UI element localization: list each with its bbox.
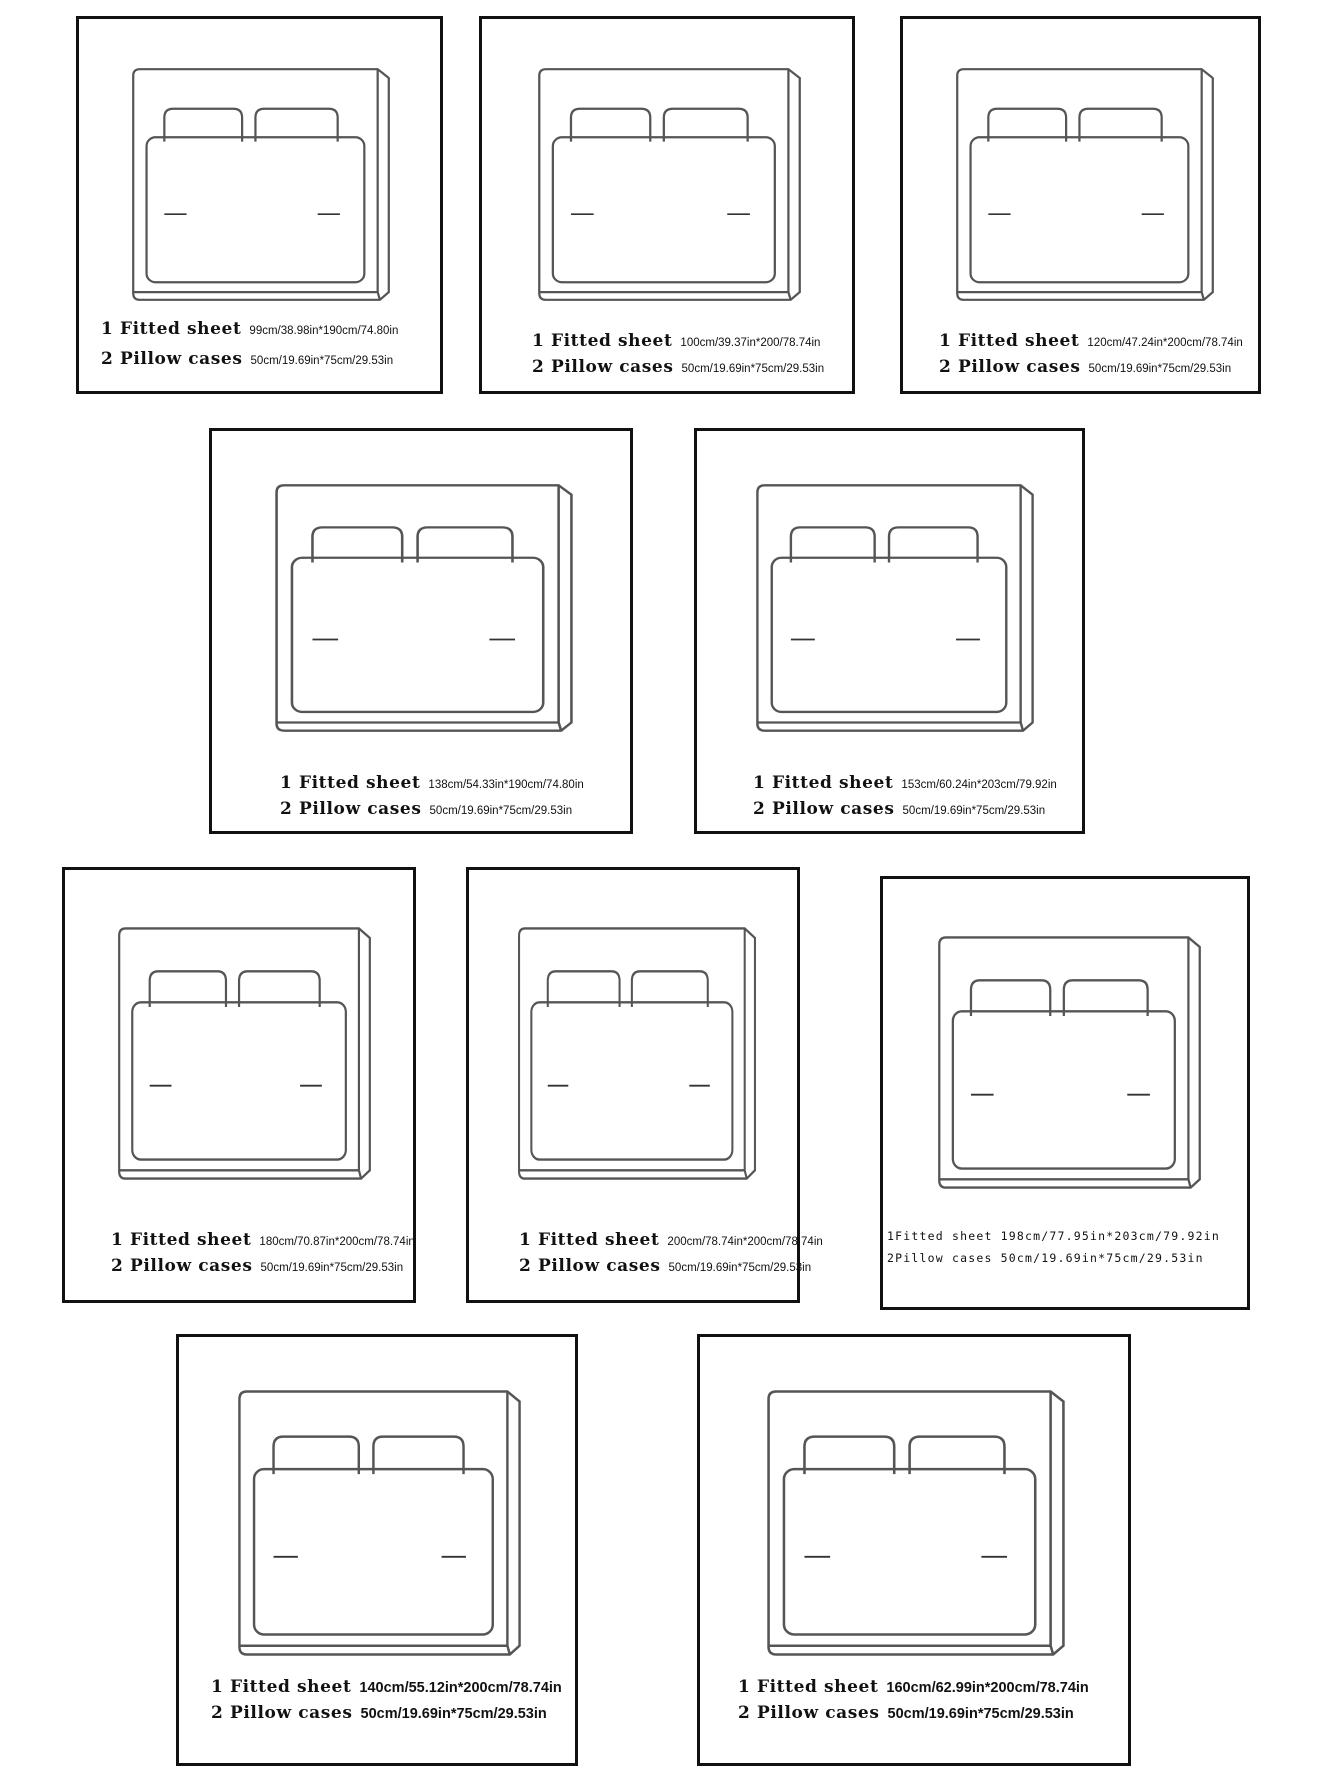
bed-diagram bbox=[274, 483, 574, 733]
pillow-label: 2 Pillow cases bbox=[753, 799, 895, 819]
pillow-dims: 50cm/19.69in*75cm/29.53in bbox=[902, 805, 1046, 817]
size-panel-2 bbox=[479, 16, 855, 394]
pillow-label: 2 Pillow cases bbox=[738, 1703, 880, 1723]
sheet-label: 1 Fitted sheet bbox=[280, 773, 421, 793]
sheet-label: 1 Fitted sheet bbox=[939, 331, 1080, 351]
pillow-label: 2 Pillow cases bbox=[111, 1256, 253, 1276]
bed-diagram bbox=[937, 935, 1202, 1190]
size-panel-6 bbox=[62, 867, 416, 1303]
size-panel-5 bbox=[694, 428, 1085, 834]
sheet-label: 1 Fitted sheet bbox=[211, 1677, 352, 1697]
bed-diagram bbox=[755, 483, 1035, 733]
pillow-dims: 50cm/19.69in*75cm/29.53in bbox=[260, 1262, 404, 1274]
bed-diagram bbox=[237, 1389, 522, 1657]
pillow-dims: 50cm/19.69in*75cm/29.53in bbox=[1000, 1251, 1204, 1265]
pillow-label: 2 Pillow cases bbox=[280, 799, 422, 819]
pillow-dims: 50cm/19.69in*75cm/29.53in bbox=[250, 355, 394, 367]
pillow-label: 2 Pillow cases bbox=[939, 357, 1081, 377]
size-panel-7 bbox=[466, 867, 823, 1303]
size-panel-10 bbox=[697, 1334, 1131, 1766]
sheet-dims: 100cm/39.37in*200/78.74in bbox=[680, 337, 821, 349]
sheet-label: 1 Fitted sheet bbox=[111, 1230, 252, 1250]
sheet-label: 1Fitted sheet bbox=[887, 1229, 993, 1243]
pillow-dims: 50cm/19.69in*75cm/29.53in bbox=[1088, 363, 1232, 375]
bed-diagram bbox=[517, 926, 757, 1181]
size-panel-3 bbox=[900, 16, 1261, 394]
sheet-dims: 160cm/62.99in*200cm/78.74in bbox=[886, 1680, 1089, 1696]
pillow-dims: 50cm/19.69in*75cm/29.53in bbox=[681, 363, 825, 375]
size-panel-1 bbox=[76, 16, 443, 394]
bed-diagram bbox=[117, 926, 372, 1181]
sheet-dims: 140cm/55.12in*200cm/78.74in bbox=[359, 1680, 562, 1696]
sheet-dims: 99cm/38.98in*190cm/74.80in bbox=[249, 325, 399, 337]
sheet-dims: 153cm/60.24in*203cm/79.92in bbox=[901, 779, 1057, 791]
sheet-dims: 138cm/54.33in*190cm/74.80in bbox=[428, 779, 584, 791]
sheet-label: 1 Fitted sheet bbox=[519, 1230, 660, 1250]
pillow-dims: 50cm/19.69in*75cm/29.53in bbox=[668, 1262, 812, 1274]
pillow-label: 2 Pillow cases bbox=[211, 1703, 353, 1723]
size-panel-8 bbox=[880, 876, 1250, 1310]
bed-diagram bbox=[131, 67, 391, 302]
sheet-label: 1 Fitted sheet bbox=[101, 319, 242, 339]
sheet-dims: 200cm/78.74in*200cm/78.74in bbox=[667, 1236, 823, 1248]
sheet-label: 1 Fitted sheet bbox=[532, 331, 673, 351]
pillow-dims: 50cm/19.69in*75cm/29.53in bbox=[429, 805, 573, 817]
pillow-dims: 50cm/19.69in*75cm/29.53in bbox=[360, 1706, 547, 1722]
size-panel-9 bbox=[176, 1334, 578, 1766]
pillow-label: 2 Pillow cases bbox=[532, 357, 674, 377]
sheet-label: 1 Fitted sheet bbox=[738, 1677, 879, 1697]
sheet-dims: 120cm/47.24in*200cm/78.74in bbox=[1087, 337, 1243, 349]
sheet-label: 1 Fitted sheet bbox=[753, 773, 894, 793]
size-panel-4 bbox=[209, 428, 633, 834]
pillow-label: 2 Pillow cases bbox=[519, 1256, 661, 1276]
bed-diagram bbox=[955, 67, 1215, 302]
pillow-label: 2Pillow cases bbox=[887, 1251, 993, 1265]
bed-diagram bbox=[766, 1389, 1066, 1657]
bed-diagram bbox=[537, 67, 802, 302]
pillow-label: 2 Pillow cases bbox=[101, 349, 243, 369]
sheet-dims: 180cm/70.87in*200cm/78.74in bbox=[259, 1236, 415, 1248]
pillow-dims: 50cm/19.69in*75cm/29.53in bbox=[887, 1706, 1074, 1722]
sheet-dims: 198cm/77.95in*203cm/79.92in bbox=[1000, 1229, 1220, 1243]
